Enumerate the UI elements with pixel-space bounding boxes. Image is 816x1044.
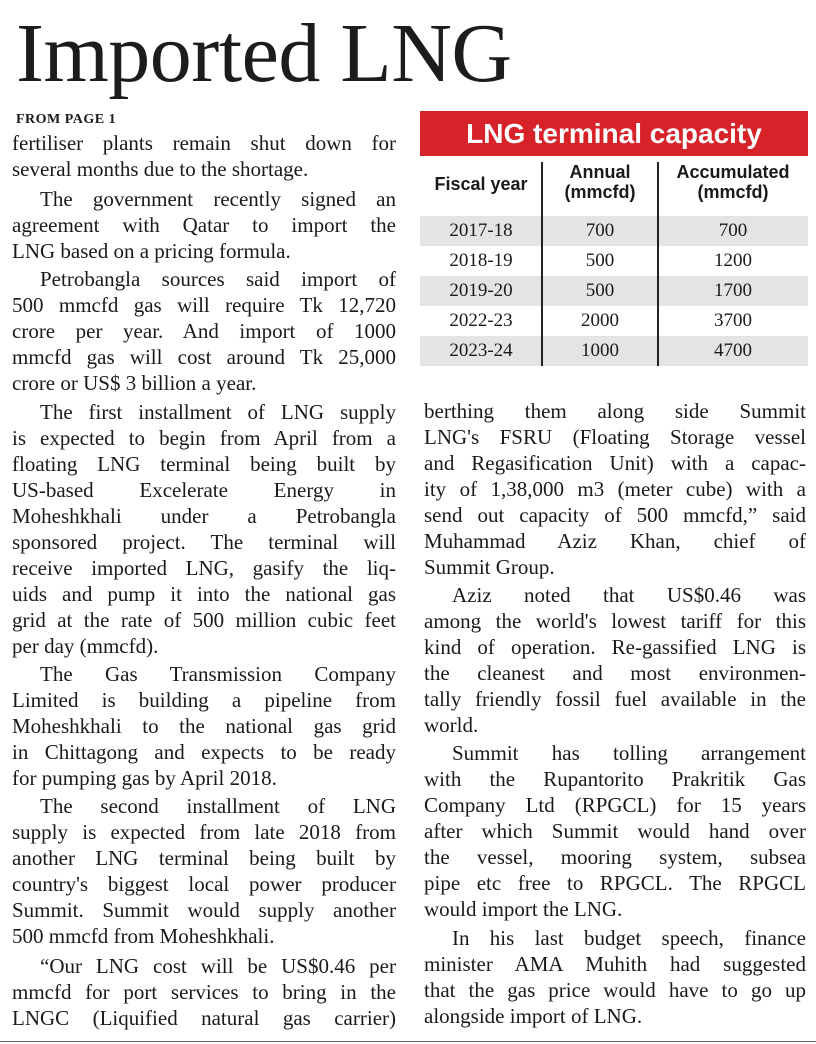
article-line: country's biggest local power producer [12, 872, 396, 896]
cell-annual: 500 [585, 280, 615, 301]
article-line: The first installment of LNG supply [40, 400, 396, 424]
article-line: 500 mmcfd from Moheshkhali. [12, 924, 275, 948]
article-line: LNG based on a pricing formula. [12, 239, 291, 263]
header-fiscal-year: Fiscal year [434, 174, 528, 194]
article-line: Summit. Summit would supply another [12, 898, 396, 922]
article-line: Moheshkhali under a Petrobangla [12, 504, 396, 528]
article-line: several months due to the shortage. [12, 157, 309, 181]
article-line: berthing them along side Summit [424, 399, 806, 423]
article-line: grid at the rate of 500 million cubic feet [12, 608, 396, 632]
article-line: crore per year. And import of 1000 [12, 319, 396, 343]
article-line: and Regasification Unit) with a capac- [424, 451, 806, 475]
article-line: uids and pump it into the national gas [12, 582, 396, 606]
article-line: mmcfd gas will cost around Tk 25,000 [12, 345, 396, 369]
article-line: after which Summit would hand over [424, 819, 806, 843]
article-line: Summit has tolling arrangement [452, 741, 806, 765]
article-line: for pumping gas by April 2018. [12, 766, 277, 790]
cell-accumulated: 1200 [714, 250, 752, 271]
header-annual-unit: (mmcfd) [564, 182, 636, 202]
article-line: Company Ltd (RPGCL) for 15 years [424, 793, 806, 817]
article-line: Petrobangla sources said import of [40, 267, 396, 291]
article-line: tally friendly fossil fuel available in the [424, 687, 806, 711]
header-accumulated-label: Accumulated [676, 162, 790, 182]
article-line: ity of 1,38,000 m3 (meter cube) with a [424, 477, 806, 501]
article-line: mmcfd for port services to bring in the [12, 980, 396, 1004]
article-line: fertiliser plants remain shut down for [12, 131, 396, 155]
cell-annual: 700 [585, 220, 615, 241]
article-line: LNGC (Liquified natural gas carrier) [12, 1006, 396, 1030]
article-line: floating LNG terminal being built by [12, 452, 396, 476]
article-line: The second installment of LNG [40, 794, 396, 818]
article-line: the cleanest and most environmen- [424, 661, 806, 685]
cell-year: 2018-19 [449, 250, 513, 271]
article-line: another LNG terminal being built by [12, 846, 396, 870]
cell-accumulated: 3700 [714, 310, 752, 331]
table-row [420, 276, 808, 306]
cell-year: 2019-20 [449, 280, 513, 301]
table-row [420, 216, 808, 246]
article-line: alongside import of LNG. [424, 1004, 643, 1028]
column-divider [657, 162, 659, 366]
article-line: Muhammad Aziz Khan, chief of [424, 529, 806, 553]
article-line: Summit Group. [424, 555, 555, 579]
headline: Imported LNG [16, 7, 512, 100]
article-line: among the world's lowest tariff for this [424, 609, 806, 633]
article-line: send out capacity of 500 mmcfd,” said [424, 503, 806, 527]
article-line: in Chittagong and expects to be ready [12, 740, 396, 764]
article-line: supply is expected from late 2018 from [12, 820, 396, 844]
header-annual [542, 162, 658, 202]
table-title: LNG terminal capacity [420, 111, 808, 156]
cell-year: 2023-24 [449, 340, 513, 361]
cell-annual: 500 [585, 250, 615, 271]
article-line: kind of operation. Re-gassified LNG is [424, 635, 806, 659]
article-line: that the gas price would have to go up [424, 978, 806, 1002]
bottom-rule [0, 1041, 816, 1042]
article-line: would import the LNG. [424, 897, 623, 921]
cell-year: 2017-18 [449, 220, 513, 241]
cell-year: 2022-23 [449, 310, 513, 331]
article-line: US-based Excelerate Energy in [12, 478, 396, 502]
article-line: “Our LNG cost will be US$0.46 per [40, 954, 396, 978]
article-line: Aziz noted that US$0.46 was [452, 583, 806, 607]
article-line: minister AMA Muhith had suggested [424, 952, 806, 976]
dateline: FROM PAGE 1 [16, 112, 117, 127]
article-line: The Gas Transmission Company [40, 662, 396, 686]
header-accumulated [658, 162, 808, 202]
table-row [420, 306, 808, 336]
article-line: agreement with Qatar to import the [12, 213, 396, 237]
article-line: The government recently signed an [40, 187, 396, 211]
article-line: with the Rupantorito Prakritik Gas [424, 767, 806, 791]
cell-accumulated: 4700 [714, 340, 752, 361]
cell-accumulated: 700 [718, 220, 748, 241]
cell-annual: 1000 [581, 340, 619, 361]
table-row [420, 246, 808, 276]
article-line: the vessel, mooring system, subsea [424, 845, 806, 869]
article-line: is expected to begin from April from a [12, 426, 396, 450]
article-line: crore or US$ 3 billion a year. [12, 371, 257, 395]
article-line: LNG's FSRU (Floating Storage vessel [424, 425, 806, 449]
article-line: per day (mmcfd). [12, 634, 159, 658]
article-line: In his last budget speech, finance [452, 926, 806, 950]
header-annual-label: Annual [569, 162, 631, 182]
article-line: Moheshkhali to the national gas grid [12, 714, 396, 738]
article-line: receive imported LNG, gasify the liq- [12, 556, 396, 580]
cell-accumulated: 1700 [714, 280, 752, 301]
table-row [420, 336, 808, 366]
article-line: 500 mmcfd gas will require Tk 12,720 [12, 293, 396, 317]
article-line: pipe etc free to RPGCL. The RPGCL [424, 871, 806, 895]
article-line: world. [424, 713, 479, 737]
article-line: Limited is building a pipeline from [12, 688, 396, 712]
cell-annual: 2000 [581, 310, 619, 331]
header-accumulated-unit: (mmcfd) [697, 182, 769, 202]
capacity-table [420, 156, 808, 372]
article-line: sponsored project. The terminal will [12, 530, 396, 554]
column-divider [541, 162, 543, 366]
